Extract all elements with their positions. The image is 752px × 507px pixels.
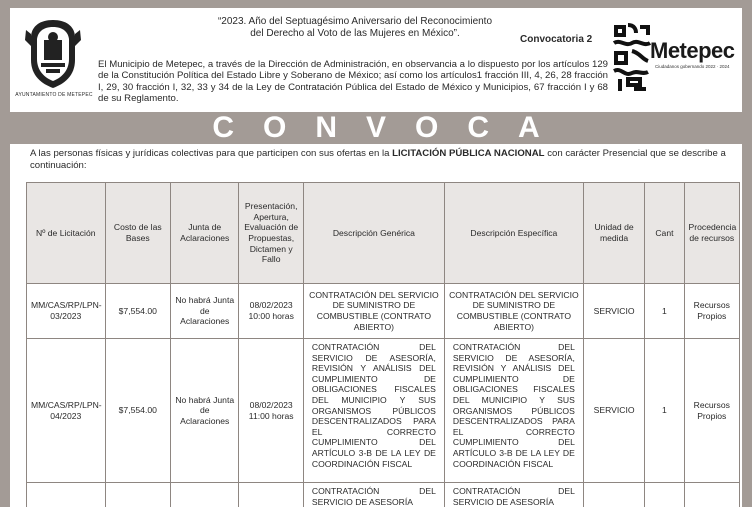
table-cell: CONTRATACIÓN DEL SERVICIO DE SUMINISTRO DE COMBUSTIBLE (CONTRATO ABIERTO) [444,284,583,339]
table-cell [27,483,106,507]
table-cell: 08/02/2023 11:00 horas [239,339,303,483]
metepec-tagline: Ciudadanos gobernando 2022 · 2024 [655,64,730,69]
table-cell [645,483,684,507]
table-cell: CONTRATACIÓN DEL SERVICIO DE ASESORÍA [303,483,444,507]
table-cell [583,483,644,507]
table-cell: $7,554.00 [105,339,170,483]
lead-text-end: con carácter Presencial que se describe a continuación: [30,148,726,171]
table-cell: Recursos Propios [684,339,739,483]
col-header: Cant [645,183,684,284]
metepec-logo-icon [612,21,652,99]
table-cell: Recursos Propios [684,284,739,339]
table-cell: No habrá Junta de Aclaraciones [171,339,239,483]
table-row [27,284,740,339]
table-cell [171,483,239,507]
col-header: Descripción Genérica [303,183,444,284]
lead-text: A las personas físicas y jurídicas colectivas para que participen con sus ofertas en la [30,148,393,159]
metepec-seal-icon [22,16,84,90]
col-header: Procedencia de recursos [684,183,739,284]
convocatoria-number: Convocatoria 2 [520,34,593,45]
table-cell: CONTRATACIÓN DEL SERVICIO DE ASESORÍA, REVISIÓN Y ANÁLISIS DEL CUMPLIMIENTO DE OBLIGACIONES FISCALES DEL MUNICIPIO Y SUS ORGANISMOS PÚBLICOS DESCENTRALIZADOS PARA EL CORRECTO CUMPLIMIENTO DEL ARTÍCULO 3-B DE LA LEY DE COORDINACIÓN FISCAL [444,339,583,483]
table-cell [105,483,170,507]
table-cell: MM/CAS/RP/LPN-03/2023 [27,284,106,339]
col-header: Presentación, Apertura, Evaluación de Propuestas, Dictamen y Fallo [239,183,303,284]
col-header: Nº de Licitación [27,183,106,284]
lead-paragraph [30,148,736,172]
table-cell: 08/02/2023 10:00 horas [239,284,303,339]
table-cell: MM/CAS/RP/LPN-04/2023 [27,339,106,483]
table-cell [239,483,303,507]
year-motto-line-1: “2023. Año del Septuagésimo Aniversario del Reconocimiento [217,16,493,27]
year-motto-line-2: del Derecho al Voto de las Mujeres en México”. [250,28,460,39]
table-cell: $7,554.00 [105,284,170,339]
col-header: Unidad de medida [583,183,644,284]
convoca-banner: CONVOCA [212,111,569,144]
document-header [10,8,742,112]
document-body [10,144,742,507]
table-cell [684,483,739,507]
table-cell: CONTRATACIÓN DEL SERVICIO DE ASESORÍA, REVISIÓN Y ANÁLISIS DEL CUMPLIMIENTO DE OBLIGACIONES FISCALES DEL MUNICIPIO Y SUS ORGANISMOS PÚBLICOS DESCENTRALIZADOS PARA EL CORRECTO CUMPLIMIENTO DEL ARTÍCULO 3-B DE LA LEY DE COORDINACIÓN FISCAL [303,339,444,483]
table-cell: SERVICIO [583,339,644,483]
tender-table [26,182,740,507]
intro-paragraph: El Municipio de Metepec, a través de la Dirección de Administración, en observancia a lo dispuesto por los artículos 129 de la Constitución Política del Estado Libre y Soberano de México; así como los artículos1 fracción III, 4, 26, 28 fracción I, 29, 30 fracción I, 32, 33 y 34 de la Ley de Contratación Pública del Estado de México y Municipios, 67 fracción I y 68 de su Reglamento. [98,59,608,105]
table-cell: CONTRATACIÓN DEL SERVICIO DE ASESORÍA [444,483,583,507]
lead-bold: LICITACIÓN PÚBLICA NACIONAL [392,148,545,159]
year-motto [180,16,530,40]
metepec-wordmark: Metepec [650,38,735,63]
table-cell: CONTRATACIÓN DEL SERVICIO DE SUMINISTRO DE COMBUSTIBLE (CONTRATO ABIERTO) [303,284,444,339]
col-header: Junta de Aclaraciones [171,183,239,284]
table-row [27,483,740,507]
seal-caption: AYUNTAMIENTO DE METEPEC [15,92,93,98]
table-cell: 1 [645,339,684,483]
col-header: Costo de las Bases [105,183,170,284]
table-cell: SERVICIO [583,284,644,339]
table-header-row [27,183,740,284]
table-cell: 1 [645,284,684,339]
col-header: Descripción Específica [444,183,583,284]
table-cell: No habrá Junta de Aclaraciones [171,284,239,339]
table-row [27,339,740,483]
